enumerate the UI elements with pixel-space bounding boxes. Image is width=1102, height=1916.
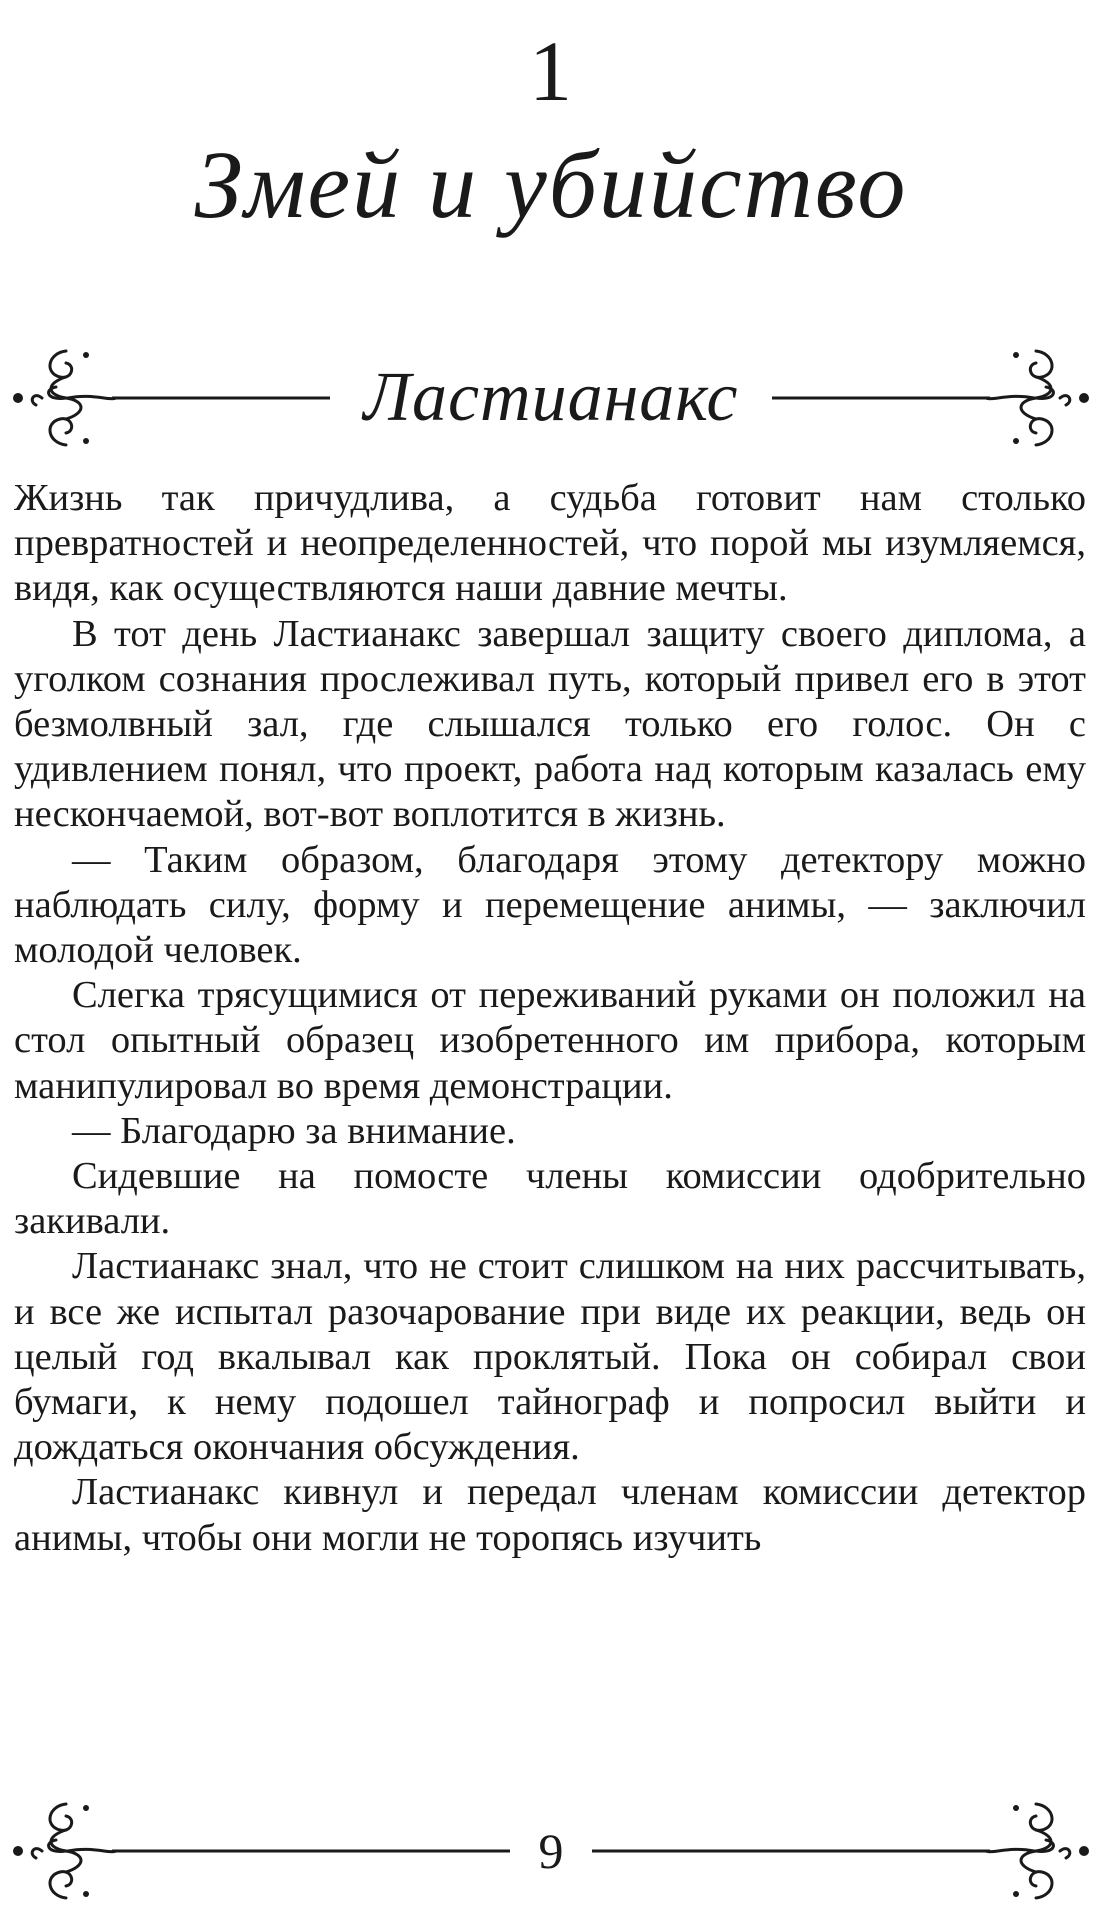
page-number: 9 <box>538 1823 564 1879</box>
rule-line-right <box>592 1850 990 1853</box>
paragraph: В тот день Ластианакс завершал защиту своего диплома, а уголком сознания прослеживал путь, который привел его в этот безмолвный зал, где слышался только его голос. Он с удивлением понял, что проект, работа над которым казалась ему нескончаемой, вот-вот воплотится в жизнь. <box>14 612 1086 836</box>
paragraph: Жизнь так причудлива, а судьба готовит нам столько превратностей и неопределенностей, что порой мы изумляемся, видя, как осуществляются наши давние мечты. <box>14 477 1086 610</box>
flourish-ornament-icon <box>976 343 1096 453</box>
paragraph: Сидевшие на помосте члены комиссии одобрительно закивали. <box>14 1155 1086 1243</box>
page-footer <box>0 1796 1102 1906</box>
rule-line-right <box>772 397 990 400</box>
section-header <box>0 338 1102 458</box>
flourish-ornament-icon <box>6 343 126 453</box>
chapter-title: Змей и убийство <box>194 131 908 238</box>
paragraph: — Таким образом, благодаря этому детектору можно наблюдать силу, форму и перемещение анимы, — заключил молодой человек. <box>14 838 1086 972</box>
paragraph: Ластианакс знал, что не стоит слишком на них рассчитывать, и все же испытал разочарование при виде их реакции, ведь он целый год вкалывал как проклятый. Пока он собирал свои бумаги, к нему подошел тайнограф и попросил выйти и дождаться окончания обсуждения. <box>14 1245 1086 1469</box>
flourish-ornament-icon <box>976 1796 1096 1906</box>
chapter-number: 1 <box>529 23 573 119</box>
paragraph: Слегка трясущимися от переживаний руками он положил на стол опытный образец изобретенного им прибора, которым манипулировал во время демонстрации. <box>14 974 1086 1107</box>
section-title: Ластианакс <box>363 359 739 436</box>
chapter-body <box>14 476 1086 1561</box>
rule-line-left <box>112 1850 510 1853</box>
paragraph: Ластианакс кивнул и передал членам комиссии детектор анимы, чтобы они могли не торопясь изучить <box>14 1471 1086 1559</box>
rule-line-left <box>112 397 330 400</box>
paragraph: — Благодарю за внимание. <box>72 1109 516 1152</box>
flourish-ornament-icon <box>6 1796 126 1906</box>
